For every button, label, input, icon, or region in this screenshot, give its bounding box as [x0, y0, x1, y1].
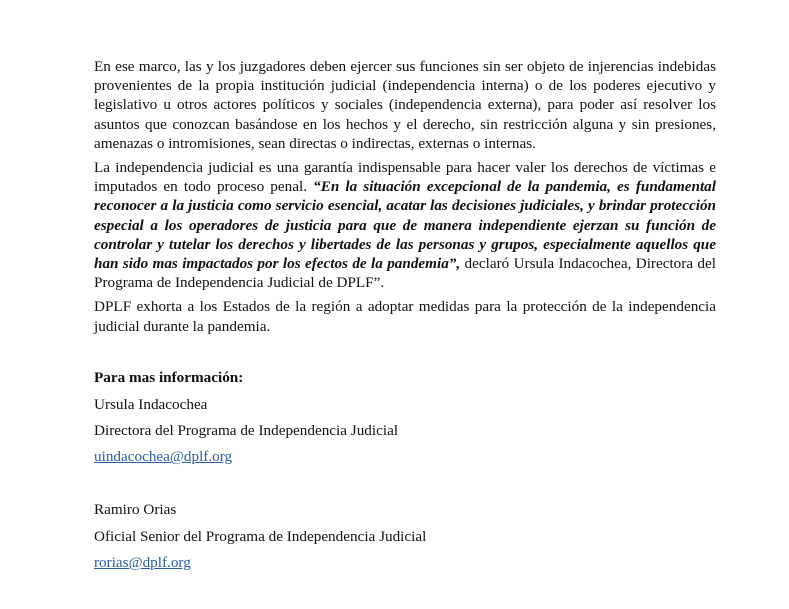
contact1-name: Ursula Indacochea [94, 396, 208, 413]
paragraph-dplf-exhortation: DPLF exhorta a los Estados de la región a adoptar medidas para la protección de la independencia judicial durante la pandemia. [94, 298, 716, 335]
paragraph-pandemic-statement [94, 158, 716, 292]
paragraph-intro-text: La independencia judicial es una garantía indispensable para hacer valer los derechos de víctimas e imputados en todo proceso penal. [94, 159, 716, 196]
document-body [94, 57, 716, 336]
contact1-title: Directora del Programa de Independencia Judicial [94, 422, 399, 439]
contact2-title: Oficial Senior del Programa de Independencia Judicial [94, 528, 427, 545]
contact2-name: Ramiro Orias [94, 501, 177, 518]
paragraph-judicial-independence-context: En ese marco, las y los juzgadores deben ejercer sus funciones sin ser objeto de injerencias indebidas provenientes de la propia institución judicial (independencia interna) o de los poderes ejecutivo y legislativo u otros actores políticos y sociales (independencia externa), para poder así resolver los asuntos que conozcan basándose en los hechos y el derecho, sin restricción alguna y sin presiones, amenazas o intromisiones, sean directas o indirectas, externas o internas. [94, 58, 716, 152]
quote-text: “En la situación excepcional de la pandemia, es fundamental reconocer a la justicia como servicio esencial, acatar las decisiones judiciales, y brindar protección especial a los operadores de justicia para que de manera independiente ejerzan su función de controlar y tutelar los derechos y libertades de las personas y grupos, especialmente aquellos que han sido mas impactados por los efectos de la pandemia”, [94, 178, 716, 273]
contact1-email-link[interactable]: uindacochea@dplf.org [94, 448, 233, 465]
contact2-email-link[interactable]: rorias@dplf.org [94, 554, 191, 571]
contact-heading: Para mas información: [94, 369, 244, 386]
paragraph-attribution-text: declaró Ursula Indacochea, Directora del Programa de Independencia Judicial de DPLF”. [94, 255, 716, 292]
